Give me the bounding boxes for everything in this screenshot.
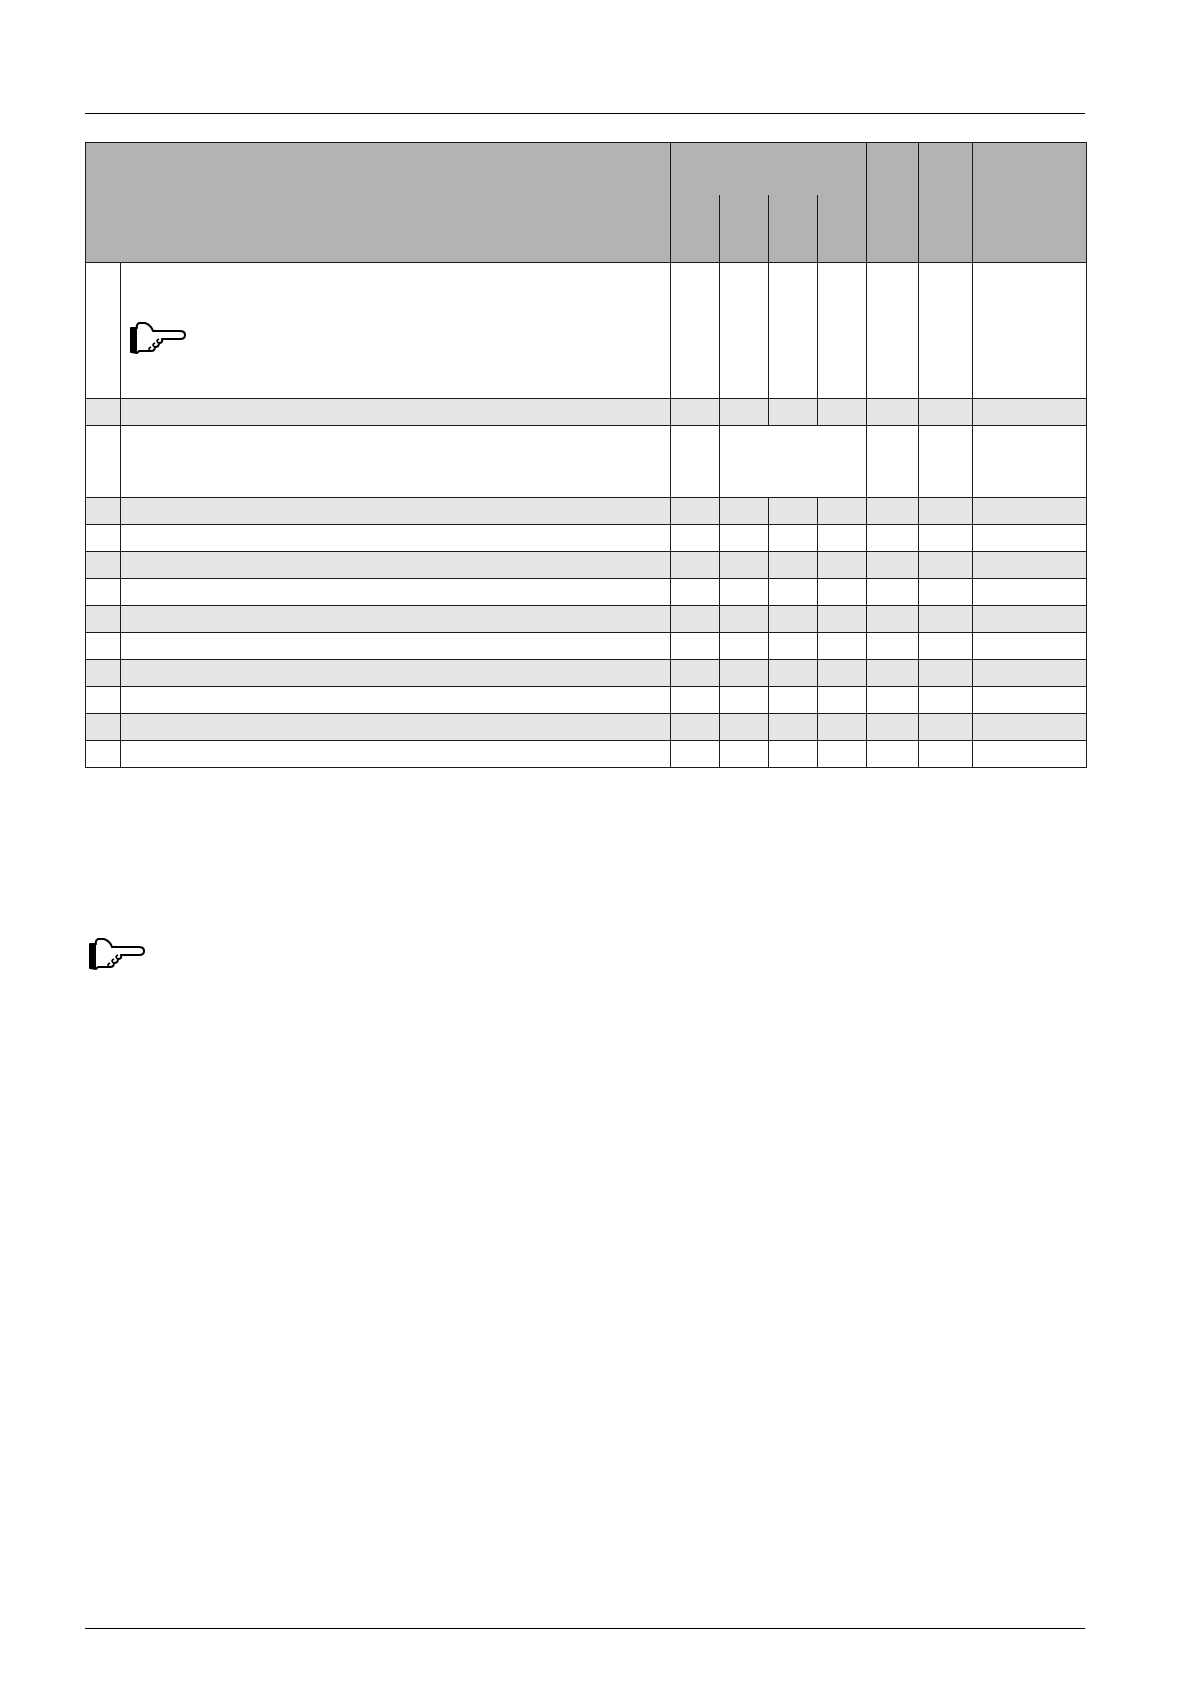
subheader-cell-2 [720,195,769,263]
row-cell [867,660,919,687]
row-cell [671,552,720,579]
row-cell [671,741,720,768]
row-cell [720,263,769,399]
row-cell [867,687,919,714]
row-cell [919,263,973,399]
row-number-cell [86,426,121,498]
row-cell [919,498,973,525]
row-description-cell [121,426,671,498]
row-cell [818,525,867,552]
row-cell [769,552,818,579]
row-cell [818,687,867,714]
row-number-cell [86,606,121,633]
row-description-cell [121,525,671,552]
subheader-cell-1 [671,195,720,263]
row-cell [769,687,818,714]
row-cell [818,741,867,768]
table-row [86,714,1087,741]
row-cell [867,606,919,633]
row-cell [867,714,919,741]
row-cell [720,741,769,768]
row-cell [818,498,867,525]
subheader-cell-4 [818,195,867,263]
row-cell [818,579,867,606]
row-cell [867,263,919,399]
row-cell [867,498,919,525]
row-cell [973,399,1087,426]
row-cell [973,741,1087,768]
row-cell [671,263,720,399]
row-cell [769,633,818,660]
row-number-cell [86,263,121,399]
row-description-cell [121,399,671,426]
row-cell [818,399,867,426]
row-cell [867,399,919,426]
row-cell [818,606,867,633]
header-rule [85,113,1085,114]
pointing-hand-icon [127,319,187,357]
row-number-cell [86,579,121,606]
row-number-cell [86,660,121,687]
subheader-cell-3 [769,195,818,263]
header-cell-description [86,143,671,263]
row-cell [769,399,818,426]
table-row [86,687,1087,714]
row-cell [671,426,720,498]
row-cell [671,498,720,525]
table-row [86,498,1087,525]
row-cell [919,741,973,768]
row-description-cell [121,263,671,399]
header-cell-col-6 [919,143,973,263]
row-cell [919,399,973,426]
row-cell [919,633,973,660]
row-cell [671,399,720,426]
row-description-cell [121,660,671,687]
row-cell [720,606,769,633]
table-header-row [86,143,1087,195]
row-cell [973,525,1087,552]
row-cell [867,579,919,606]
row-cell [973,687,1087,714]
table-row [86,525,1087,552]
row-description-cell [121,498,671,525]
row-number-cell [86,741,121,768]
row-cell [973,263,1087,399]
row-cell [671,633,720,660]
row-description-cell [121,741,671,768]
row-cell [919,552,973,579]
row-cell [720,552,769,579]
row-cell [769,741,818,768]
row-number-cell [86,552,121,579]
row-cell [720,498,769,525]
row-cell [973,633,1087,660]
row-cell [769,660,818,687]
row-number-cell [86,714,121,741]
row-cell [867,426,919,498]
row-cell [867,633,919,660]
row-cell [818,263,867,399]
row-number-cell [86,399,121,426]
row-cell [818,633,867,660]
row-cell [720,714,769,741]
row-cell [720,660,769,687]
row-description-cell [121,687,671,714]
row-cell [973,498,1087,525]
table-row [86,579,1087,606]
row-cell [919,660,973,687]
row-cell [973,426,1087,498]
table-row [86,633,1087,660]
row-cell [973,579,1087,606]
header-cell-col-7 [973,143,1087,263]
row-cell [919,687,973,714]
row-merged-cell [720,426,867,498]
row-cell [769,606,818,633]
row-cell [769,714,818,741]
row-cell [973,660,1087,687]
row-cell [671,687,720,714]
row-cell [769,579,818,606]
data-table [85,142,1087,768]
row-cell [720,399,769,426]
row-cell [919,525,973,552]
row-cell [973,552,1087,579]
row-cell [867,552,919,579]
row-cell [671,525,720,552]
row-cell [671,606,720,633]
pointing-hand-icon [86,935,146,973]
row-description-cell [121,633,671,660]
row-cell [973,714,1087,741]
row-description-cell [121,579,671,606]
table-row [86,741,1087,768]
row-cell [769,525,818,552]
row-cell [919,714,973,741]
table-row [86,606,1087,633]
row-description-cell [121,606,671,633]
row-cell [919,579,973,606]
row-number-cell [86,525,121,552]
row-cell [919,606,973,633]
header-cell-group [671,143,867,195]
table-row [86,426,1087,498]
table-row [86,552,1087,579]
row-cell [973,606,1087,633]
table-row [86,399,1087,426]
footer-rule [85,1628,1085,1629]
row-number-cell [86,633,121,660]
row-cell [818,714,867,741]
row-description-cell [121,714,671,741]
row-cell [867,741,919,768]
row-cell [671,714,720,741]
table-row [86,660,1087,687]
row-number-cell [86,498,121,525]
row-cell [720,687,769,714]
row-number-cell [86,687,121,714]
row-description-cell [121,552,671,579]
row-cell [818,552,867,579]
row-cell [867,525,919,552]
row-cell [769,498,818,525]
row-cell [671,660,720,687]
header-cell-col-5 [867,143,919,263]
row-cell [818,660,867,687]
table-row [86,263,1087,399]
row-cell [919,426,973,498]
row-cell [720,633,769,660]
row-cell [720,579,769,606]
row-cell [671,579,720,606]
row-cell [720,525,769,552]
row-cell [769,263,818,399]
